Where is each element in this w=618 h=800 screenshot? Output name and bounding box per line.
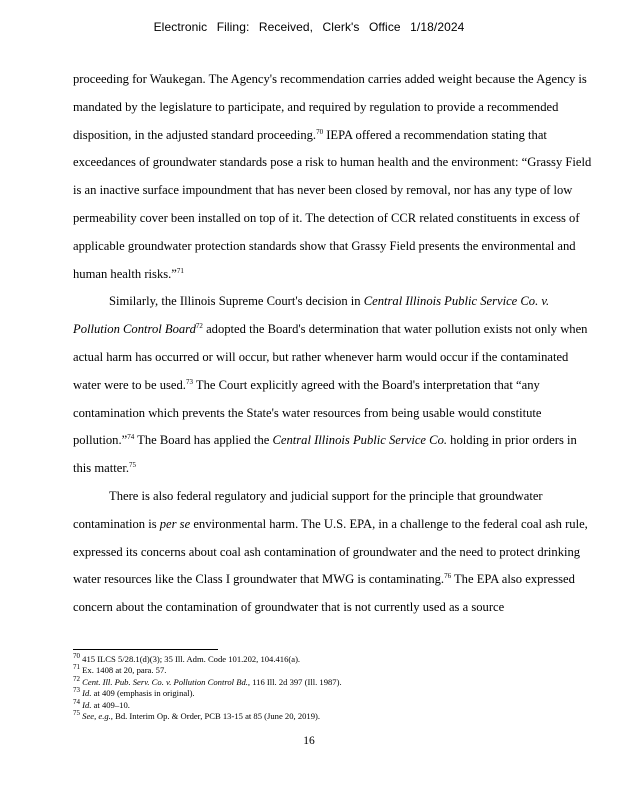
footnote-ref-71: 71 xyxy=(176,266,184,275)
document-body xyxy=(73,66,597,622)
footnote-71: $^{71}$ Ex. 1408 at 20, para. 57. xyxy=(73,663,167,676)
case-name-cips-short: Central Illinois Public Service Co. xyxy=(272,433,448,448)
page-number: 16 xyxy=(303,735,315,747)
paragraph-2 xyxy=(73,288,597,483)
filing-header: Electronic Filing: Received, Clerk's Office 1/18/2024 xyxy=(153,20,465,34)
footnote-ref-75: 75 xyxy=(128,460,136,469)
per-se-term: per se xyxy=(159,516,191,531)
footnote-70: $^{70}$ 415 ILCS 5/28.1(d)(3); 35 Ill. Adm. Code 101.202, 104.416(a). xyxy=(73,652,301,664)
footnote-ref-73: 73 xyxy=(185,377,193,386)
p1-text-a: proceeding for Waukegan. The Agency's recommendation carries added weight because the Agency is mandated by the legislature to participate, and required by regulation to provide a recommended disposition, in the adjusted standard proceeding. xyxy=(73,72,587,142)
p3-text-a: There is also federal regulatory and judicial support for the principle that groundwater contamination is xyxy=(73,488,543,531)
footnote-ref-72: 72 xyxy=(195,321,203,330)
footnote-75: $^{75}$ See, e.g., Bd. Interim Op. & Order, PCB 13-15 at 85 (June 20, 2019). xyxy=(73,709,321,722)
footnote-ref-70: 70 xyxy=(316,127,324,136)
footnotes xyxy=(73,654,597,722)
paragraph-1 xyxy=(73,66,597,288)
p1-text-b: IEPA offered a recommendation stating that exceedances of groundwater standards pose a risk to human health and the environment: “Grassy Field is an inactive surface impoundment that has never been closed by removal, nor has any type of low permeability cover been installed on top of it. The detection of CCR related constituents in excess of applicable groundwater protection standards show that Grassy Field presents the environmental and human health risks.” xyxy=(73,127,592,281)
p3-text-b: environmental harm. The U.S. EPA, in a challenge to the federal coal ash rule, expressed its concerns about coal ash contamination of groundwater and the need to protect drinking water resources like the Class I groundwater that MWG is contaminating. xyxy=(73,516,588,587)
footnote-ref-74: 74 xyxy=(127,433,135,442)
p2-text-d: The Board has applied the xyxy=(134,433,273,448)
footnote-74: $^{74}$ Id. at 409–10. xyxy=(73,697,130,710)
footnote-72: $^{72}$ Cent. Ill. Pub. Serv. Co. v. Pollution Control Bd., 116 Ill. 2d 397 (Ill. 1987). xyxy=(73,674,342,687)
p2-text-e: holding in prior orders in this matter. xyxy=(73,433,577,476)
p2-text-c: The Court explicitly agreed with the Board's interpretation that “any contamination which prevents the State's water resources from being usable would constitute pollution.” xyxy=(73,377,542,448)
case-name-cips: Central Illinois Public Service Co. v. Pollution Control Board xyxy=(73,294,550,337)
footnote-ref-76: 76 xyxy=(444,572,452,581)
p2-text-b: adopted the Board's determination that water pollution exists not only when actual harm has occurred or will occur, but rather whenever harm would occur if the contaminated water were to be used. xyxy=(73,322,588,392)
p3-text-c: The EPA also expressed concern about the contamination of groundwater that is not currently used as a source xyxy=(73,572,575,615)
p2-text-a: Similarly, the Illinois Supreme Court's decision in xyxy=(109,294,364,309)
paragraph-3 xyxy=(73,483,597,622)
footnote-divider xyxy=(73,649,218,650)
footnote-73: $^{73}$ Id. at 409 (emphasis in original). xyxy=(73,686,195,699)
